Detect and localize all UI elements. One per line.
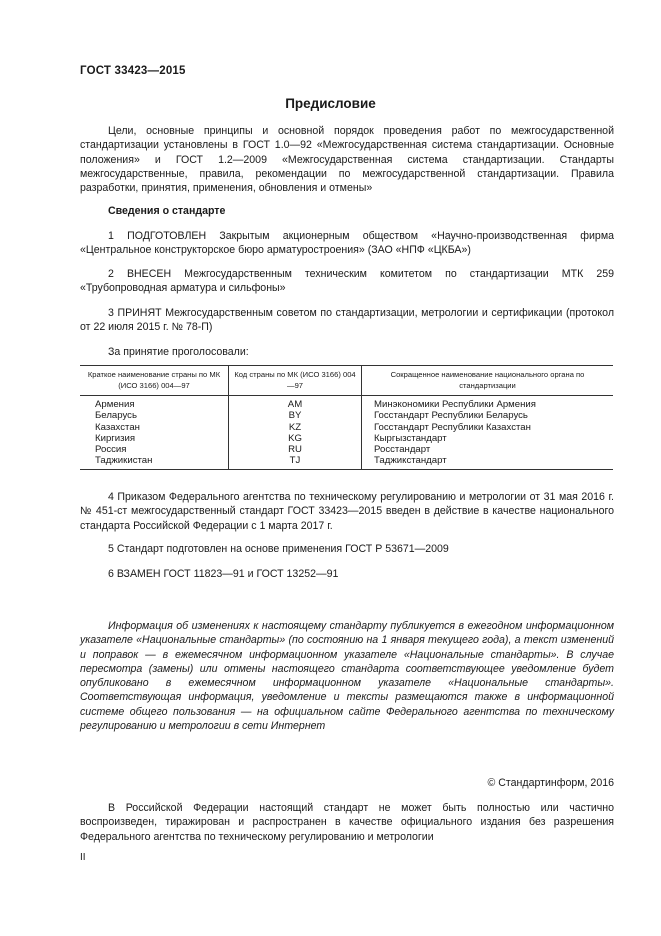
item-6-paragraph: 6 ВЗАМЕН ГОСТ 11823—91 и ГОСТ 13252—91 <box>108 568 339 580</box>
page-number: II <box>80 852 86 863</box>
country-cell: Казахстан <box>95 421 140 433</box>
body-cell: Кыргызстандарт <box>362 433 614 444</box>
document-header: ГОСТ 33423—2015 <box>80 65 186 77</box>
body-cell: Минэкономики Республики Армения <box>362 396 614 411</box>
info-notice-paragraph: Информация об изменениях к настоящему стандарту публикуется в ежегодном информационном указателе «Национальные стандарты» (по состоянию на 1 января текущего года), а текст изменений и поправок — в ежемесячном информационном указателе «Национальные стандарты». В случае пересмотра (замены) или отмены настоящего стандарта соответствующее уведомление будет опубликовано в ежемесячном информационном указателе «Национальные стандарты». Соответствующая информация, уведомление и тексты размещаются также в информационной системе общего пользования — на официальном сайте Федерального агентства по техническому регулированию и метрологии в сети Интернет <box>80 620 614 733</box>
body-cell: Росстандарт <box>362 444 614 455</box>
item-2-paragraph: 2 ВНЕСЕН Межгосударственным техническим комитетом по стандартизации МТК 259 «Трубопроводная арматура и сильфоны» <box>80 268 614 295</box>
table-row <box>80 455 613 469</box>
intro-paragraph: Цели, основные принципы и основной порядок проведения работ по межгосударственной стандартизации установлены в ГОСТ 1.0—92 «Межгосударственная система стандартизации. Основные положения» и ГОСТ 1.2—2009 «Межгосударственная система стандартизации. Стандарты межгосударственные, правила, рекомендации по межгосударственной стандартизации. Правила разработки, принятия, применения, обновления и отмены» <box>80 125 614 195</box>
reproduction-notice-paragraph: В Российской Федерации настоящий стандарт не может быть полностью или частично воспроизведен, тиражирован и распространен в качестве официального издания без разрешения Федерального агентства по техническому регулированию и метрологии <box>80 802 614 843</box>
code-cell: AM <box>229 396 362 411</box>
code-cell: KG <box>229 433 362 444</box>
country-cell: Россия <box>95 444 127 456</box>
table-row <box>80 410 613 421</box>
body-cell: Таджикстандарт <box>362 455 614 469</box>
code-cell: RU <box>229 444 362 455</box>
country-cell: Беларусь <box>95 410 137 422</box>
voted-label: За принятие проголосовали: <box>108 346 249 358</box>
table-row <box>80 444 613 455</box>
item-4-paragraph: 4 Приказом Федерального агентства по техническому регулированию и метрологии от 31 мая 2016 г. № 451-ст межгосударственный стандарт ГОСТ 33423—2015 введен в действие в качестве национального стандарта Российской Федерации с 1 марта 2017 г. <box>80 491 614 532</box>
column-header-body: Сокращенное наименование национального органа по стандартизации <box>362 366 614 396</box>
column-header-country: Краткое наименование страны по МК (ИСО 3166) 004—97 <box>80 366 229 396</box>
table-row <box>80 433 613 444</box>
table-row <box>80 422 613 433</box>
item-5-paragraph: 5 Стандарт подготовлен на основе применения ГОСТ Р 53671—2009 <box>108 543 449 555</box>
table-header-row <box>80 366 613 396</box>
code-cell: KZ <box>229 422 362 433</box>
section-heading: Сведения о стандарте <box>108 205 226 217</box>
body-cell: Госстандарт Республики Казахстан <box>362 422 614 433</box>
item-1-paragraph: 1 ПОДГОТОВЛЕН Закрытым акционерным обществом «Научно-производственная фирма «Центральное конструкторское бюро арматуростроения» (ЗАО «НПФ «ЦКБА») <box>80 230 614 257</box>
country-cell: Армения <box>95 399 135 410</box>
column-header-code: Код страны по МК (ИСО 3166) 004—97 <box>229 366 362 396</box>
page-title: Предисловие <box>285 96 376 111</box>
code-cell: BY <box>229 410 362 421</box>
item-3-paragraph: 3 ПРИНЯТ Межгосударственным советом по стандартизации, метрологии и сертификации (протокол от 22 июля 2015 г. № 78-П) <box>80 307 614 334</box>
country-cell: Киргизия <box>95 432 136 444</box>
copyright-notice: © Стандартинформ, 2016 <box>487 777 614 789</box>
voting-table <box>80 365 613 470</box>
table-row <box>80 396 613 411</box>
code-cell: TJ <box>229 455 362 469</box>
body-cell: Госстандарт Республики Беларусь <box>362 410 614 421</box>
country-cell: Таджикистан <box>80 455 229 469</box>
